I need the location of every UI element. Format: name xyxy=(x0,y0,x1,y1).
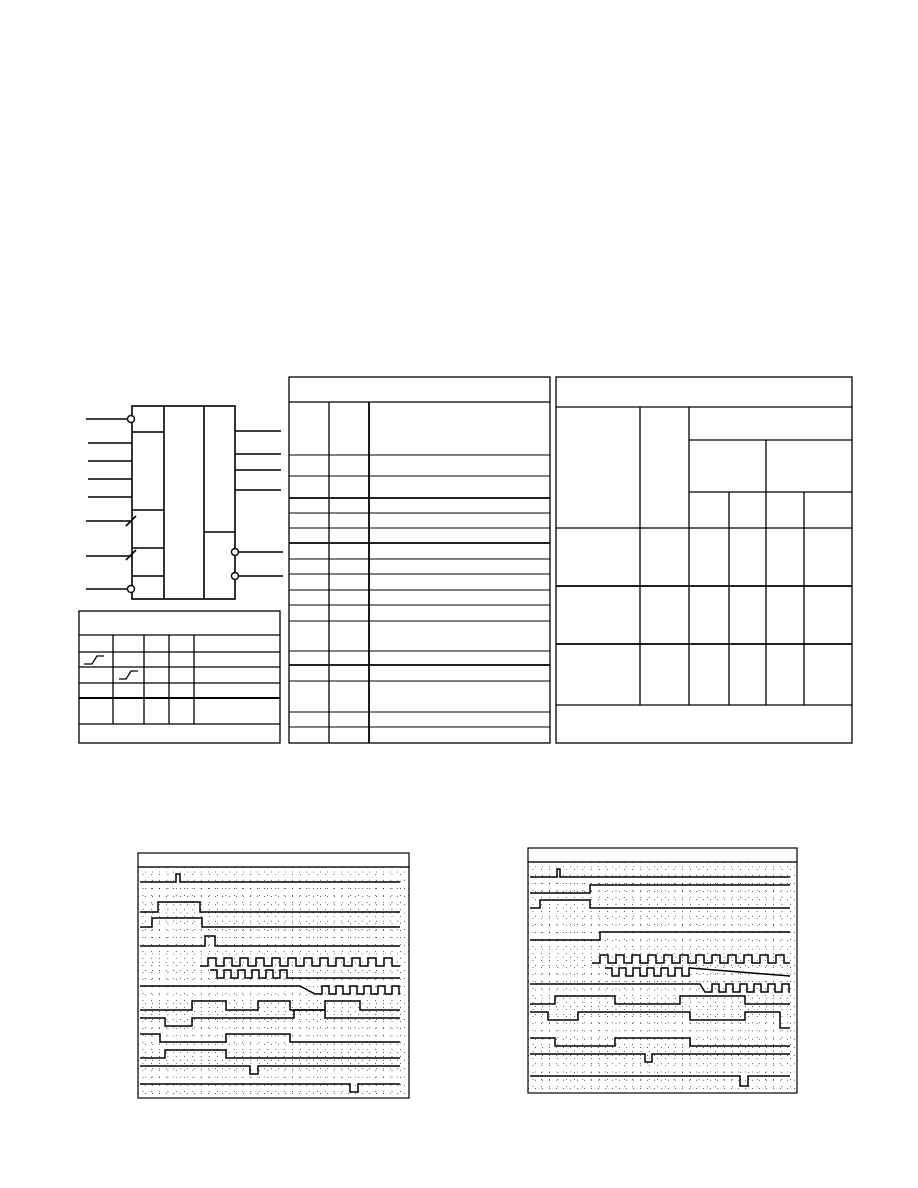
waveform-trace xyxy=(530,869,790,877)
waveform-trace xyxy=(605,968,790,976)
waveform-trace xyxy=(530,932,790,940)
waveform-trace xyxy=(530,984,790,992)
waveform-trace xyxy=(530,1012,790,1028)
waveform-trace xyxy=(530,885,790,893)
waveform-trace xyxy=(530,996,790,1004)
waveform-trace xyxy=(592,955,790,963)
waveform-trace xyxy=(530,1038,790,1046)
waveform-trace xyxy=(530,1054,790,1062)
waveform-trace xyxy=(530,1076,790,1086)
timing-right-title-bar xyxy=(528,848,797,862)
timing-right-frame xyxy=(528,862,797,1093)
waveform-trace xyxy=(530,900,790,908)
